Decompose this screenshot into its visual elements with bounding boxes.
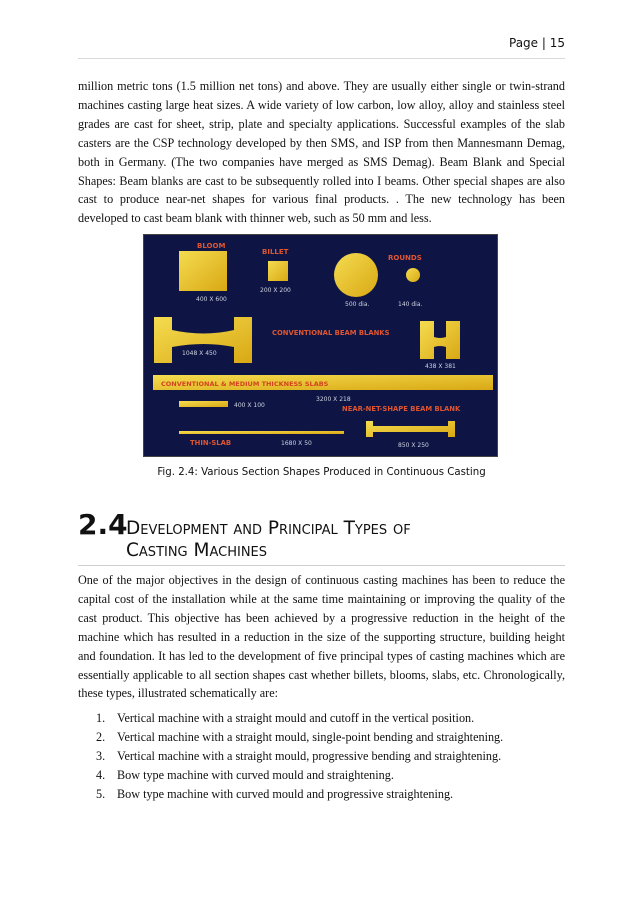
- list-item-number: 3.: [96, 748, 106, 763]
- near-net-dim: 850 X 250: [398, 442, 429, 449]
- bloom-shape: [179, 251, 227, 291]
- billet-label: BILLET: [262, 248, 289, 256]
- list-item-text: Vertical machine with a straight mould, single-point bending and straightening.: [117, 729, 504, 744]
- medium-slab-dim: 400 X 100: [234, 402, 265, 409]
- list-item-number: 2.: [96, 729, 106, 744]
- near-net-label: NEAR-NET-SHAPE BEAM BLANK: [342, 405, 461, 413]
- list-item-text: Bow type machine with curved mould and straightening.: [117, 767, 394, 782]
- round-small-shape: [406, 268, 420, 282]
- page-number: Page | 15: [509, 36, 565, 50]
- list-item-text: Vertical machine with a straight mould, progressive bending and straightening.: [117, 748, 502, 763]
- list-item-number: 4.: [96, 767, 106, 782]
- list-item: [96, 709, 556, 728]
- machine-types-list: [96, 709, 556, 804]
- slab-dim: 3200 X 218: [316, 396, 351, 403]
- billet-shape: [268, 261, 288, 281]
- medium-slab-shape: [179, 401, 228, 407]
- near-net-shape: [366, 421, 455, 437]
- list-item-number: 5.: [96, 786, 106, 801]
- section-title-line2: Casting Machines: [126, 540, 268, 561]
- bloom-label: BLOOM: [197, 242, 226, 250]
- list-item-text: Vertical machine with a straight mould and cutoff in the vertical position.: [117, 711, 475, 725]
- list-item-text: Bow type machine with curved mould and progressive straightening.: [117, 786, 454, 801]
- beam-small-shape: [420, 321, 460, 359]
- heading-divider: [78, 565, 565, 566]
- section-number: 2.4: [78, 508, 128, 541]
- page-header: [78, 36, 565, 59]
- list-item: [96, 785, 556, 804]
- thin-slab-label: THIN-SLAB: [190, 439, 232, 447]
- body-paragraph: One of the major objectives in the design of continuous casting machines has been to reduce the capital cost of the installation while at the same time maintaining or improving the quality of the cast product. This objective has been achieved by a progressive reduction in the height of the machine which has resulted in a reduction in the size of the supporting structure, building height and foundation. It has led to the development of five principal types of casting machines which are essentially applicable to all section shapes cast whether billets, blooms, slabs, etc. Chronologically, these types, illustrated schematically are:: [78, 573, 565, 701]
- billet-dim: 200 X 200: [260, 287, 291, 294]
- list-item: [96, 747, 556, 766]
- rounds-label: ROUNDS: [388, 254, 422, 262]
- thin-slab-shape: [179, 431, 344, 434]
- round-large-dim: 500 dia.: [345, 301, 370, 308]
- list-item: [96, 766, 556, 785]
- beam-large-dim: 1048 X 450: [182, 350, 217, 357]
- section-heading: [78, 508, 565, 561]
- conv-beam-label: CONVENTIONAL BEAM BLANKS: [272, 329, 390, 337]
- list-item-number: 1.: [96, 711, 106, 725]
- round-small-dim: 140 dia.: [398, 301, 423, 308]
- list-item: [96, 728, 556, 747]
- section-shapes-figure: [143, 234, 498, 457]
- conv-slabs-label: CONVENTIONAL & MEDIUM THICKNESS SLABS: [161, 380, 329, 388]
- bloom-dim: 400 X 600: [196, 296, 227, 303]
- section-shapes-illustration: [144, 235, 497, 456]
- beam-small-dim: 438 X 381: [425, 363, 456, 370]
- body-paragraph-continued: million metric tons (1.5 million net tons) and above. They are usually either single or twin-strand machines casting large heat sizes. A wide variety of low carbon, low alloy, alloy and stainless steel grades are cast for sheet, strip, plate and specialty applications. Successful examples of the slab casters are the CSP technology developed by then SMS, and ISP from then Mannesmann Demag, both in Germany. (The two companies have merged as SMS Demag). Beam Blank and Special Shapes: Beam blanks are cast to be subsequently rolled into I beams. Other special shapes are also cast to produce near-net shapes for various final products. . The new technology has been developed to cast beam blank with thinner web, such as 50 mm and less.: [78, 79, 565, 226]
- thin-slab-dim: 1680 X 50: [281, 440, 312, 447]
- section-title-line1: Development and Principal Types of: [126, 518, 411, 539]
- figure-caption: Fig. 2.4: Various Section Shapes Produced in Continuous Casting: [157, 467, 486, 478]
- round-large-shape: [334, 253, 378, 297]
